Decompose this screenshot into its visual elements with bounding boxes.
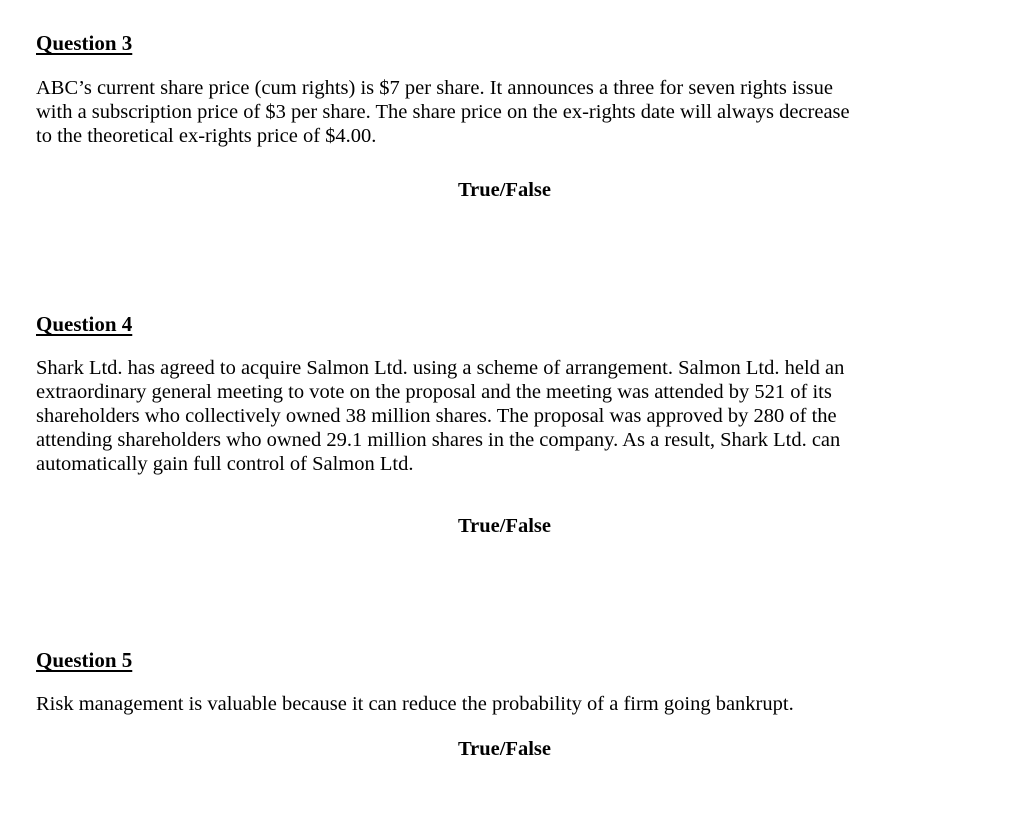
question-4-heading: Question 4 <box>36 312 133 336</box>
question-5-answer-options: True/False <box>458 738 551 760</box>
question-3-line: with a subscription price of $3 per share. The share price on the ex-rights date will always decrease <box>36 101 850 123</box>
question-5-heading: Question 5 <box>36 648 133 672</box>
question-4-line: extraordinary general meeting to vote on the proposal and the meeting was attended by 521 of its <box>36 381 832 403</box>
question-3-text <box>36 76 976 148</box>
question-3-line: ABC’s current share price (cum rights) is $7 per share. It announces a three for seven rights issue <box>36 77 833 99</box>
question-4-answer-options: True/False <box>458 515 551 537</box>
question-3-line: to the theoretical ex-rights price of $4.00. <box>36 125 377 147</box>
question-3-heading: Question 3 <box>36 31 133 55</box>
question-4-line: attending shareholders who owned 29.1 million shares in the company. As a result, Shark Ltd. can <box>36 429 841 451</box>
question-4-line: shareholders who collectively owned 38 million shares. The proposal was approved by 280 of the <box>36 405 837 427</box>
question-3-answer-options: True/False <box>458 179 551 201</box>
question-5-text <box>36 692 976 716</box>
question-5-line: Risk management is valuable because it can reduce the probability of a firm going bankrupt. <box>36 693 794 715</box>
question-4-line: Shark Ltd. has agreed to acquire Salmon Ltd. using a scheme of arrangement. Salmon Ltd. held an <box>36 357 845 379</box>
question-4-line: automatically gain full control of Salmon Ltd. <box>36 453 414 475</box>
question-4-text <box>36 356 976 476</box>
